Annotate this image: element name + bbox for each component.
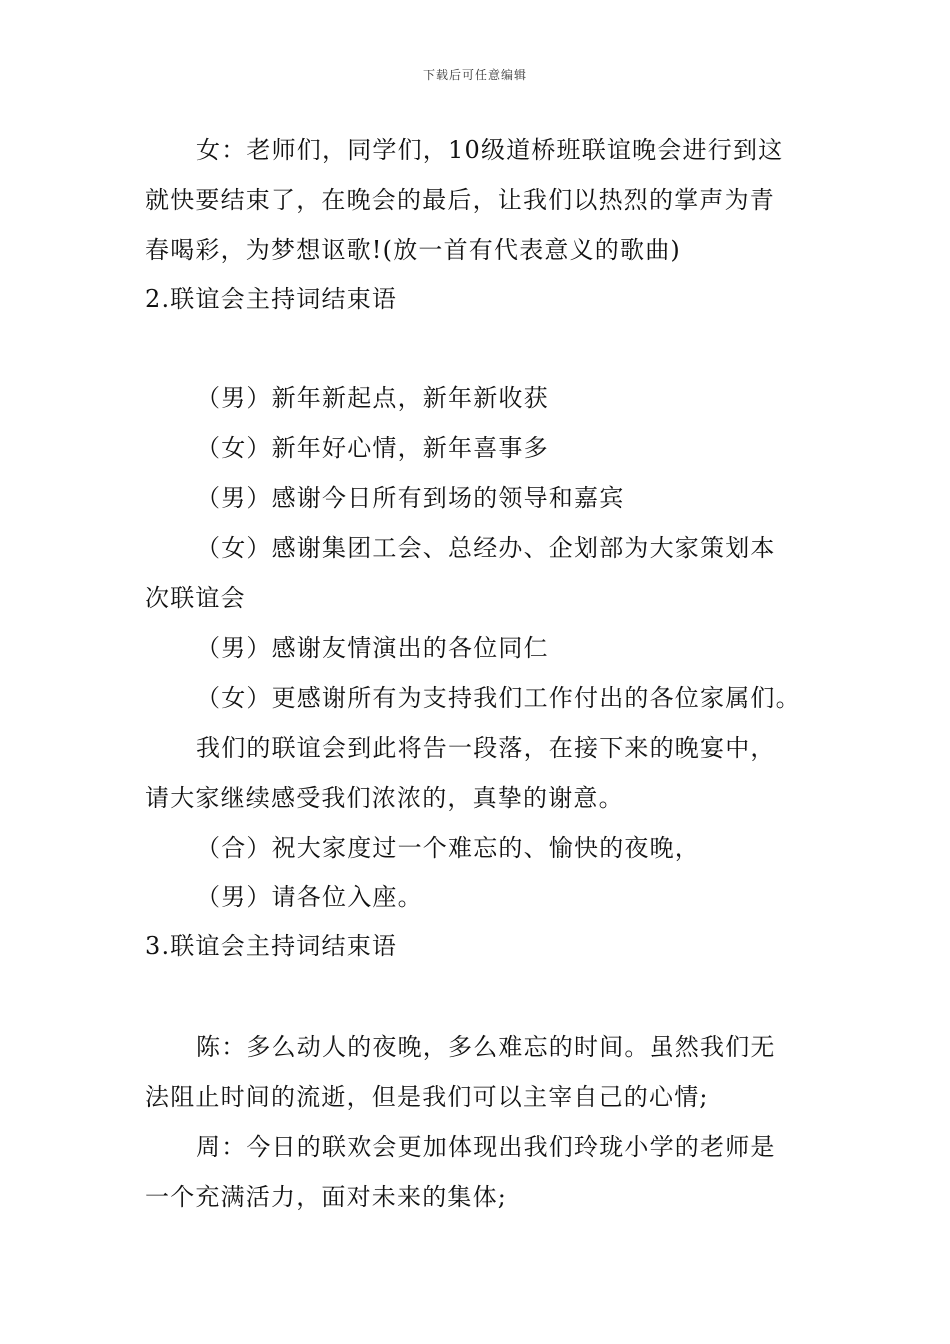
dialogue-line: （男）感谢友情演出的各位同仁 <box>196 634 549 662</box>
paragraph-line: 一个充满活力，面对未来的集体; <box>145 1183 508 1211</box>
dialogue-line: （女）新年好心情，新年喜事多 <box>196 434 549 462</box>
page-header: 下载后可任意编辑 <box>422 68 527 82</box>
paragraph-line: 法阻止时间的流逝，但是我们可以主宰自己的心情; <box>145 1083 709 1111</box>
dialogue-line: 我们的联谊会到此将告一段落，在接下来的晚宴中， <box>196 734 776 762</box>
dialogue-line: （男）请各位入座。 <box>196 883 423 911</box>
dialogue-line: （合）祝大家度过一个难忘的、愉快的夜晚， <box>196 834 700 862</box>
dialogue-line: 请大家继续感受我们浓浓的，真挚的谢意。 <box>145 784 624 812</box>
paragraph-line: 周：今日的联欢会更加体现出我们玲珑小学的老师是 <box>196 1133 776 1161</box>
paragraph-line: 女：老师们，同学们，10级道桥班联谊晚会进行到这 <box>196 136 784 164</box>
section-heading: 2.联谊会主持词结束语 <box>145 285 398 313</box>
paragraph-line: 陈：多么动人的夜晚，多么难忘的时间。虽然我们无 <box>196 1033 776 1061</box>
dialogue-line: （女）更感谢所有为支持我们工作付出的各位家属们。 <box>196 684 801 712</box>
dialogue-line: 次联谊会 <box>145 584 246 612</box>
dialogue-line: （男）新年新起点，新年新收获 <box>196 384 549 412</box>
paragraph-line: 春喝彩，为梦想讴歌!(放一首有代表意义的歌曲) <box>145 236 681 264</box>
dialogue-line: （女）感谢集团工会、总经办、企划部为大家策划本 <box>196 534 776 562</box>
dialogue-line: （男）感谢今日所有到场的领导和嘉宾 <box>196 484 625 512</box>
section-heading: 3.联谊会主持词结束语 <box>145 932 398 960</box>
paragraph-line: 就快要结束了，在晚会的最后，让我们以热烈的掌声为青 <box>145 186 775 214</box>
